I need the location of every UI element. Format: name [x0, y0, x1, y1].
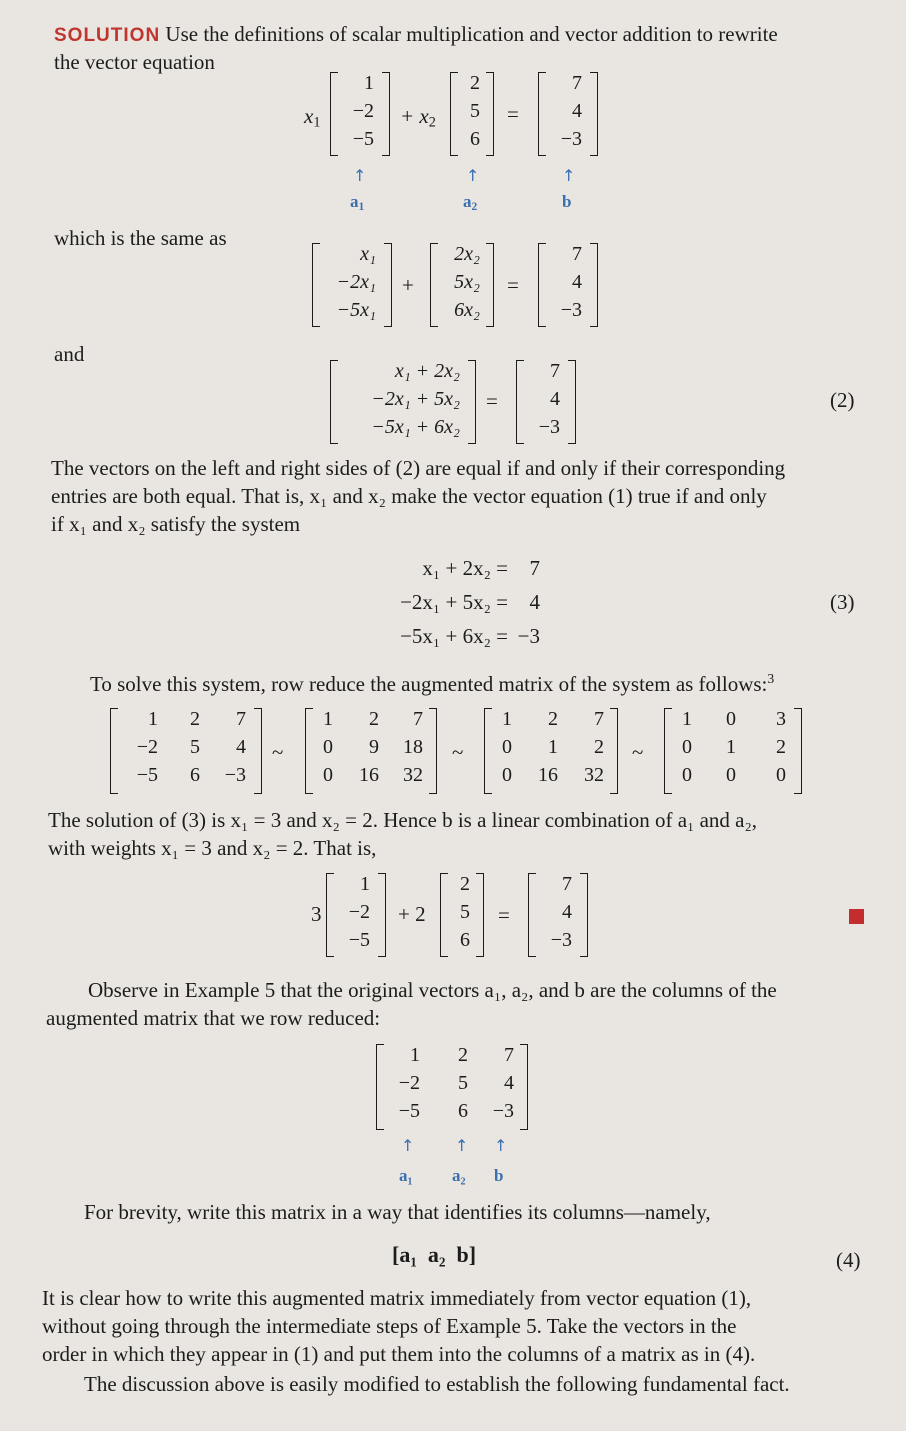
matrix-cell: 1	[360, 873, 370, 895]
matrix-cell: −3	[550, 929, 572, 951]
matrix-cell: x₁ + 2x₂	[394, 360, 460, 382]
matrix-cell: −3	[224, 764, 246, 786]
matrix-cell: −3	[538, 416, 560, 438]
eq1-x1: $x_1$	[304, 104, 321, 131]
vector-b	[516, 360, 576, 444]
end-of-proof-icon	[849, 909, 864, 924]
matrix-cell: 2	[458, 1044, 468, 1066]
matrix-cell: −3	[492, 1100, 514, 1122]
system-lhs: x₁ + 2x₂ =	[422, 556, 508, 580]
matrix-cell: 5	[460, 901, 470, 923]
equals-sign: =	[498, 903, 510, 927]
system-rhs: 7	[529, 556, 540, 580]
matrix-cell: 2x₂	[454, 243, 480, 265]
matrix-cell: 6	[190, 764, 200, 786]
matrix-cell: 1	[548, 736, 558, 758]
augmented-matrix	[376, 1044, 528, 1130]
label-b: b	[562, 192, 572, 211]
matrix-cell: 0	[502, 764, 512, 786]
row-reduce-text: To solve this system, row reduce the augmented matrix of the system as follows:$^3$	[90, 670, 775, 696]
matrix-cell: 7	[572, 243, 582, 265]
matrix-cell: 0	[726, 708, 736, 730]
matrix-cell: 9	[369, 736, 379, 758]
matrix-cell: 0	[682, 764, 692, 786]
paragraph-line: with weights x₁ = 3 and x₂ = 2. That is,	[48, 836, 377, 860]
paragraph-line: order in which they appear in (1) and put them into the columns of a matrix as in (4).	[42, 1342, 756, 1366]
paragraph-line: The vectors on the left and right sides of (2) are equal if and only if their corresponding	[51, 456, 786, 480]
matrix-cell: 7	[572, 72, 582, 94]
matrix-cell: 7	[562, 873, 572, 895]
solution-intro	[54, 20, 778, 50]
matrix-cell: 0	[726, 764, 736, 786]
matrix-cell: 0	[776, 764, 786, 786]
matrix-cell: −5x₁ + 6x₂	[371, 416, 460, 438]
solution-label: SOLUTION	[54, 25, 161, 46]
paragraph-line: The discussion above is easily modified to establish the following fundamental fact.	[84, 1372, 790, 1396]
matrix-cell: 2	[594, 736, 604, 758]
paragraph-line: without going through the intermediate steps of Example 5. Take the vectors in the	[42, 1314, 737, 1338]
matrix-cell: 5x₂	[454, 271, 480, 293]
matrix-cell: 4	[504, 1072, 514, 1094]
vector-left	[312, 243, 392, 327]
matrix-cell: 32	[584, 764, 604, 786]
augmented-matrix-step-2	[305, 708, 437, 794]
matrix-cell: 0	[682, 736, 692, 758]
matrix-cell: −5	[348, 929, 370, 951]
matrix-cell: 18	[403, 736, 423, 758]
matrix-cell: 1	[323, 708, 333, 730]
equals-sign: =	[507, 102, 519, 126]
matrix-cell: −2	[352, 100, 374, 122]
matrix-cell: 4	[550, 388, 560, 410]
vector-a1	[330, 72, 390, 156]
matrix-cell: 7	[594, 708, 604, 730]
matrix-cell: 2	[776, 736, 786, 758]
paragraph-line: For brevity, write this matrix in a way that identifies its columns—namely,	[84, 1200, 711, 1224]
matrix-cell: 7	[236, 708, 246, 730]
vector-b	[528, 873, 588, 957]
vector-b	[538, 243, 598, 327]
matrix-cell: 6	[458, 1100, 468, 1122]
plus-weight-2: + 2	[398, 902, 426, 926]
vector-mid	[430, 243, 494, 327]
matrix-cell: 7	[413, 708, 423, 730]
matrix-cell: 2	[470, 72, 480, 94]
column-notation: [a₁ a₂ b]	[392, 1242, 477, 1267]
matrix-cell: 2	[369, 708, 379, 730]
matrix-cell: −2x₁	[336, 271, 376, 293]
matrix-cell: 4	[572, 271, 582, 293]
matrix-cell: 1	[682, 708, 692, 730]
matrix-cell: 4	[236, 736, 246, 758]
matrix-cell: 2	[548, 708, 558, 730]
matrix-cell: 5	[458, 1072, 468, 1094]
equals-sign: =	[486, 389, 498, 413]
vector-combined	[330, 360, 476, 444]
matrix-cell: 6	[470, 128, 480, 150]
matrix-cell: 6x₂	[454, 299, 480, 321]
matrix-cell: 0	[323, 736, 333, 758]
row-equivalent-tilde: ~	[452, 740, 464, 764]
eq1-plus-x2: + $x_2$	[400, 104, 436, 131]
matrix-cell: 4	[572, 100, 582, 122]
paragraph-line: It is clear how to write this augmented matrix immediately from vector equation (1),	[42, 1286, 752, 1310]
matrix-cell: −2	[136, 736, 158, 758]
label-a2: $a_2$	[463, 192, 478, 213]
label-a1: a₁	[399, 1166, 413, 1185]
and-text: and	[54, 342, 85, 366]
vector-a1	[326, 873, 386, 957]
up-arrow-icon: ↑	[494, 1136, 508, 1155]
matrix-cell: 16	[359, 764, 379, 786]
matrix-cell: 4	[562, 901, 572, 923]
matrix-cell: −5	[352, 128, 374, 150]
equals-sign: =	[507, 273, 519, 297]
matrix-cell: 16	[538, 764, 558, 786]
paragraph-line: if x₁ and x₂ satisfy the system	[51, 512, 301, 536]
matrix-cell: 2	[190, 708, 200, 730]
system-lhs: −2x₁ + 5x₂ =	[400, 590, 508, 614]
plus-sign: +	[402, 273, 414, 297]
row-equivalent-tilde: ~	[272, 740, 284, 764]
matrix-cell: 1	[502, 708, 512, 730]
matrix-cell: 7	[504, 1044, 514, 1066]
weight-3: 3	[311, 902, 322, 926]
matrix-cell: 5	[470, 100, 480, 122]
matrix-cell: −5x₁	[336, 299, 376, 321]
matrix-cell: −2	[348, 901, 370, 923]
label-a1: $a_1$	[350, 192, 365, 213]
paragraph-line: The solution of (3) is x₁ = 3 and x₂ = 2. Hence b is a linear combination of a₁ and a₂,	[48, 808, 758, 832]
up-arrow-icon: ↑	[455, 1136, 469, 1155]
matrix-cell: −2	[398, 1072, 420, 1094]
intro-line-2: the vector equation	[54, 50, 215, 74]
matrix-cell: 6	[460, 929, 470, 951]
matrix-cell: −5	[398, 1100, 420, 1122]
up-arrow-icon: ↑	[466, 166, 480, 185]
label-b: b	[494, 1166, 504, 1185]
matrix-cell: 2	[460, 873, 470, 895]
equation-number: (3)	[830, 590, 855, 614]
system-rhs: 4	[529, 590, 540, 614]
matrix-cell: 3	[776, 708, 786, 730]
vector-b	[538, 72, 598, 156]
matrix-cell: −5	[136, 764, 158, 786]
label-a2: a₂	[452, 1166, 466, 1185]
augmented-matrix-step-4	[664, 708, 802, 794]
vector-a2	[440, 873, 484, 957]
matrix-cell: 1	[726, 736, 736, 758]
paragraph-line: Observe in Example 5 that the original vectors a₁, a₂, and b are the columns of the	[88, 978, 777, 1002]
up-arrow-icon: ↑	[562, 166, 576, 185]
matrix-cell: −2x₁ + 5x₂	[371, 388, 460, 410]
augmented-matrix-step-1	[110, 708, 262, 794]
equation-number: (4)	[836, 1248, 861, 1272]
paragraph-line: augmented matrix that we row reduced:	[46, 1006, 381, 1030]
matrix-cell: −3	[560, 128, 582, 150]
row-equivalent-tilde: ~	[632, 740, 644, 764]
matrix-cell: 0	[323, 764, 333, 786]
paragraph-line: entries are both equal. That is, x₁ and x₂ make the vector equation (1) true if and only	[51, 484, 767, 508]
matrix-cell: x₁	[360, 243, 376, 265]
matrix-cell: 1	[364, 72, 374, 94]
system-lhs: −5x₁ + 6x₂ =	[400, 624, 508, 648]
augmented-matrix-step-3	[484, 708, 618, 794]
equation-number: (2)	[830, 388, 855, 412]
intro-line-1: Use the definitions of scalar multiplication and vector addition to rewrite	[165, 22, 778, 46]
matrix-cell: 1	[148, 708, 158, 730]
matrix-cell: 0	[502, 736, 512, 758]
up-arrow-icon: ↑	[401, 1136, 415, 1155]
system-rhs: −3	[517, 624, 540, 648]
matrix-cell: 32	[403, 764, 423, 786]
matrix-cell: 5	[190, 736, 200, 758]
matrix-cell: 7	[550, 360, 560, 382]
matrix-cell: 1	[410, 1044, 420, 1066]
up-arrow-icon: ↑	[353, 166, 367, 185]
same-as-text: which is the same as	[54, 226, 227, 250]
matrix-cell: −3	[560, 299, 582, 321]
footnote-marker: 3	[767, 670, 775, 686]
vector-a2	[450, 72, 494, 156]
